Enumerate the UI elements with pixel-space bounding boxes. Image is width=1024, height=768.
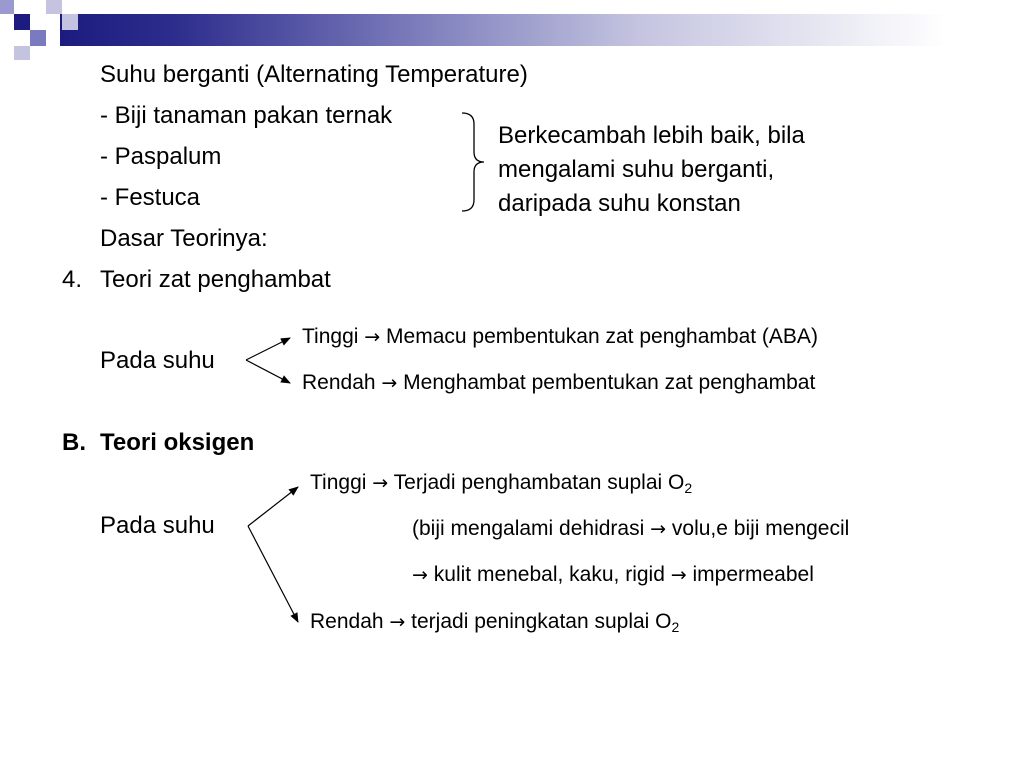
detail-text: volu,e biji mengecil: [671, 517, 850, 540]
brace-note-line: mengalami suhu berganti,: [498, 156, 775, 183]
section1-title: Suhu berganti (Alternating Temperature): [100, 61, 528, 88]
subscript-2: 2: [671, 619, 680, 635]
section4-number: 4.: [62, 266, 83, 293]
high-key: Tinggi: [302, 325, 359, 348]
list-item: - Festuca: [100, 184, 201, 211]
detail-text: (biji mengalami dehidrasi: [412, 517, 645, 540]
brace-note-line: Berkecambah lebih baik, bila: [498, 122, 805, 149]
detail-text: impermeabel: [692, 563, 814, 586]
branch-arrow-down: [246, 360, 290, 383]
section4-label: Pada suhu: [100, 347, 215, 374]
high-text: Memacu pembentukan zat penghambat (ABA): [386, 325, 818, 348]
right-arrow-icon: →: [389, 611, 406, 633]
right-arrow-icon: →: [364, 326, 381, 348]
sectionB-title: Teori oksigen: [100, 429, 255, 456]
high-key: Tinggi: [310, 471, 367, 494]
right-arrow-icon: →: [412, 564, 428, 586]
basis-label: Dasar Teorinya:: [100, 225, 268, 252]
high-text: Terjadi penghambatan suplai O: [393, 471, 685, 494]
detail-text: kulit menebal, kaku, rigid: [433, 563, 665, 586]
list-item: - Biji tanaman pakan ternak: [100, 102, 393, 129]
low-text: Menghambat pembentukan zat penghambat: [403, 371, 816, 394]
right-arrow-icon: →: [650, 518, 667, 540]
brace-note-line: daripada suhu konstan: [498, 190, 741, 217]
right-arrow-icon: →: [381, 372, 398, 394]
right-arrow-icon: →: [372, 472, 389, 494]
low-key: Rendah: [310, 610, 384, 633]
curly-brace-icon: [462, 113, 484, 211]
subscript-2: 2: [684, 480, 693, 496]
low-key: Rendah: [302, 371, 376, 394]
sectionB-letter: B.: [62, 429, 86, 456]
low-text: terjadi peningkatan suplai O: [411, 610, 672, 633]
branch-arrow-up: [248, 487, 298, 526]
right-arrow-icon: →: [670, 564, 687, 586]
branch-arrow-down: [248, 526, 298, 622]
section4-title: Teori zat penghambat: [100, 266, 331, 293]
sectionB-label: Pada suhu: [100, 512, 215, 539]
branch-arrow-up: [246, 338, 290, 360]
list-item: - Paspalum: [100, 143, 222, 170]
